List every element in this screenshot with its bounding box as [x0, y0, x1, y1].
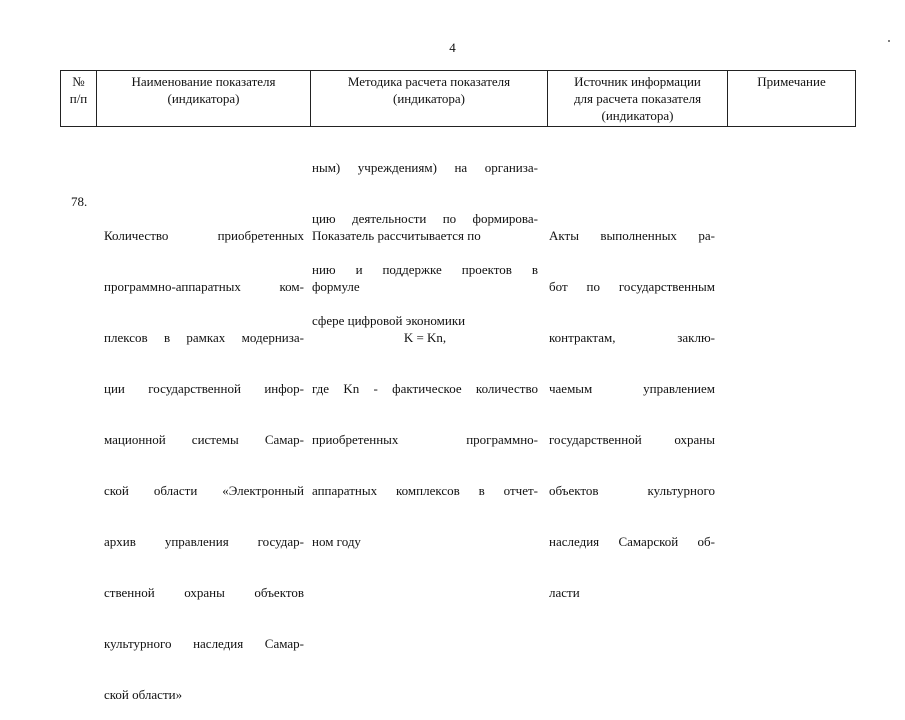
header-number-line-2: п/п	[69, 91, 88, 106]
indicator-name-line: ции государственной инфор-	[104, 381, 304, 396]
header-indicator-name-line-2: (индикатора)	[167, 91, 240, 106]
source-line: объектов культурного	[549, 483, 715, 498]
source-line: бот по государственным	[549, 279, 715, 294]
indicator-name-line: ственной охраны объектов	[104, 585, 304, 600]
method-line: ном году	[312, 534, 361, 549]
indicator-name-line: мационной системы Самар-	[104, 432, 304, 447]
calculation-method-text	[312, 193, 538, 567]
method-line: где Kn - фактическое количество	[312, 381, 538, 396]
scan-speck	[888, 40, 890, 42]
indicator-name-line: архив управления государ-	[104, 534, 304, 549]
source-line: ласти	[549, 585, 580, 600]
indicator-name-line: плексов в рамках модерниза-	[104, 330, 304, 345]
header-note	[728, 71, 856, 127]
continuation-line: нию и поддержке проектов в	[312, 262, 538, 277]
method-line: аппаратных комплексов в отчет-	[312, 483, 538, 498]
header-information-source-line-1: Источник информации	[574, 74, 701, 89]
method-line: формуле	[312, 279, 360, 294]
indicator-name-line: Количество приобретенных	[104, 228, 304, 243]
indicator-name-line: ской области»	[104, 687, 183, 702]
header-information-source-line-3: (индикатора)	[601, 108, 674, 123]
header-calculation-method	[311, 71, 548, 127]
indicator-table-header	[60, 70, 856, 127]
method-line: приобретенных программно-	[312, 432, 538, 447]
source-line: Акты выполненных ра-	[549, 228, 715, 243]
method-line: Показатель рассчитывается по	[312, 228, 481, 243]
header-row	[61, 71, 856, 127]
header-information-source	[548, 71, 728, 127]
header-indicator-name-line-1: Наименование показателя	[131, 74, 276, 89]
indicator-name-line: культурного наследия Самар-	[104, 636, 304, 651]
indicator-name-line: ской области «Электронный	[104, 483, 304, 498]
method-formula: K = Kn,	[403, 330, 447, 345]
page-number: 4	[449, 40, 456, 55]
continuation-line: сфере цифровой экономики	[312, 313, 466, 328]
source-line: чаемым управлением	[549, 381, 715, 396]
header-note-line-1: Примечание	[757, 74, 826, 89]
header-number	[61, 71, 97, 127]
continuation-line: ным) учреждениям) на организа-	[312, 160, 538, 175]
header-indicator-name	[97, 71, 311, 127]
indicator-name-text	[104, 193, 304, 720]
indicator-name-line: программно-аппаратных ком-	[104, 279, 304, 294]
source-line: государственной охраны	[549, 432, 715, 447]
information-source-text	[549, 193, 715, 618]
source-line: контрактам, заклю-	[549, 330, 715, 345]
header-calculation-method-line-1: Методика расчета показателя	[347, 74, 511, 89]
row-number: 78.	[71, 194, 88, 209]
header-information-source-line-2: для расчета показателя	[573, 91, 702, 106]
source-line: наследия Самарской об-	[549, 534, 715, 549]
continuation-line: цию деятельности по формирова-	[312, 211, 538, 226]
header-number-line-1: №	[72, 74, 85, 89]
header-calculation-method-line-2: (индикатора)	[393, 91, 465, 106]
